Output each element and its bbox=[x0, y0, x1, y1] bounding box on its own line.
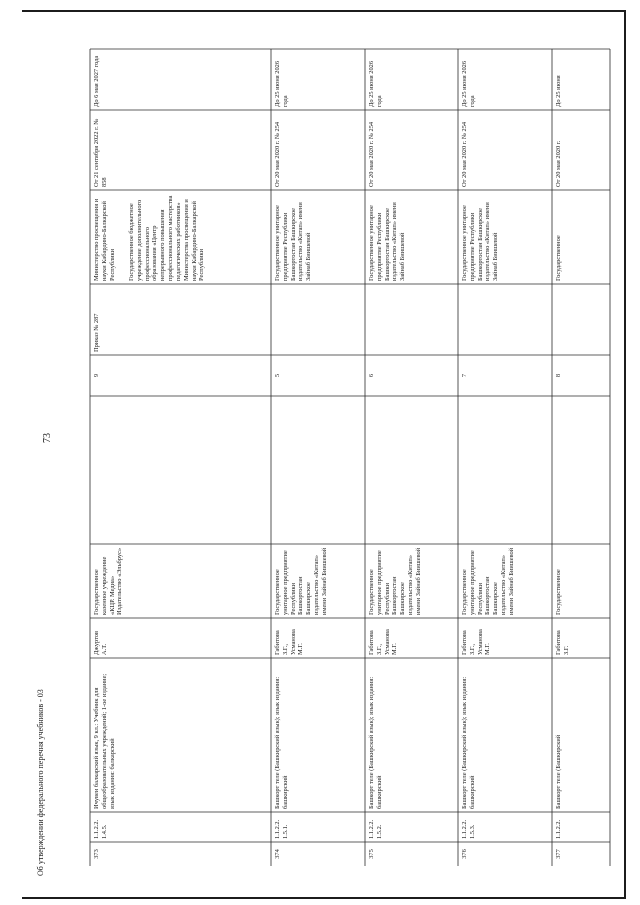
row-code: 1.1.2.2. 1.5.2. bbox=[368, 819, 383, 839]
order-date: От 20 мая 2020 г. № 254 bbox=[368, 121, 375, 187]
book-author: Габитова З.Г., Усманова М.Г. bbox=[368, 629, 399, 655]
book-author: Джуртов А.Т. bbox=[93, 630, 108, 655]
row-number: 375 bbox=[368, 849, 375, 859]
expert-organization: Государственное бюджетное учреждение дополнительного профессионального образования «Центр непрерывного повышения профессионального мастерства педагогических работников» Министерства просвещения и науки Кабардино-Балкарской Республики bbox=[128, 195, 206, 281]
expert-organization: Государственное унитарное предприятие Республики Башкортостан Башкирское издательство «Китап» имени Зайнаб Биишевой bbox=[368, 202, 407, 281]
book-title: Ичувеи балкарский язык, 9 кл.: Учебник для общеобразовательных учреждений; 1-ое издание; язык издания: балкарский bbox=[93, 673, 116, 809]
document-footer: Об утверждении федерального перечня учебников - 03 bbox=[36, 689, 45, 876]
deadline: До 25 июня 2026 года bbox=[368, 60, 383, 107]
row-number: 377 bbox=[555, 849, 562, 859]
book-title: Башкорт теле (Башкирский bbox=[555, 734, 562, 809]
order-date: От 20 мая 2020 г. № 254 bbox=[274, 121, 281, 187]
order-ref bbox=[461, 287, 549, 352]
book-title: Башкорт теле (Башкирский язык); язык издания: башкирский bbox=[368, 676, 383, 809]
expert-organization: Государственное bbox=[555, 235, 562, 281]
order-date: От 20 мая 2020 г. bbox=[555, 140, 562, 187]
deadline: До 25 июня 2026 года bbox=[274, 60, 289, 107]
row-code: 1.1.2.2. 1.4.5. bbox=[93, 819, 108, 839]
book-publisher: Государственное унитарное предприятие Республики Башкортостан Башкирское издательство «Китап» имени Зайнаб Биишевой bbox=[368, 547, 422, 615]
deadline: До 25 июня 2026 года bbox=[461, 60, 476, 107]
book-publisher: Государственное унитарное предприятие Республики Башкортостан Башкирское издательство «Китап» имени Зайнаб Биишевой bbox=[461, 547, 515, 615]
page-number: 73 bbox=[42, 433, 53, 443]
row-code: 1.1.2.2. 1.5.1. bbox=[274, 819, 289, 839]
developer-ministry: Министерство просвещения и науки Кабардино-Балкарской Республики bbox=[93, 198, 116, 281]
row-code: 1.1.2.2. bbox=[555, 819, 562, 839]
book-publisher: Государственное казенное учреждение «КЦР. Медиа» Издательство «Эльбрус» bbox=[93, 547, 124, 615]
order-ref bbox=[274, 287, 362, 352]
class-number: 5 bbox=[274, 373, 281, 378]
book-author: Габитова З.Г., Усманова М.Г. bbox=[274, 629, 305, 655]
order-date: От 20 мая 2020 г. № 254 bbox=[461, 121, 468, 187]
row-code: 1.1.2.2. 1.5.3. bbox=[461, 819, 476, 839]
book-publisher: Государственное bbox=[555, 569, 562, 615]
class-number: 8 bbox=[555, 373, 562, 378]
book-author: Габитова З.Г. bbox=[555, 630, 570, 655]
class-number: 6 bbox=[368, 373, 375, 378]
row-number: 376 bbox=[461, 849, 468, 859]
book-title: Башкорт теле (Башкирский язык); язык издания: башкирский bbox=[274, 676, 289, 809]
expert-organization: Государственное унитарное предприятие Республики Башкортостан Башкирское издательство «Китап» имени Зайнаб Биишевой bbox=[461, 202, 500, 281]
order-ref bbox=[555, 287, 607, 352]
expert-organization: Государственное унитарное предприятие Республики Башкортостан Башкирское издательство «Китап» имени Зайнаб Биишевой bbox=[274, 202, 313, 281]
book-publisher: Государственное унитарное предприятие Республики Башкортостан Башкирское издательство «Китап» имени Зайнаб Биишевой bbox=[274, 547, 328, 615]
class-number: 7 bbox=[461, 373, 468, 378]
deadline: До 25 июня bbox=[555, 75, 562, 107]
row-number: 373 bbox=[93, 849, 100, 859]
order-date: От 21 сентября 2022 г. № 858 bbox=[93, 118, 108, 187]
book-author: Габитова З.Г., Усманова М.Г. bbox=[461, 629, 492, 655]
row-number: 374 bbox=[274, 849, 281, 859]
order-ref: Приказ № 287 bbox=[93, 313, 100, 352]
book-title: Башкорт теле (Башкирский язык); язык издания: башкирский bbox=[461, 676, 476, 809]
order-ref bbox=[368, 287, 455, 352]
class-number: 9 bbox=[93, 373, 100, 378]
deadline: До 6 мая 2027 года bbox=[93, 55, 100, 107]
